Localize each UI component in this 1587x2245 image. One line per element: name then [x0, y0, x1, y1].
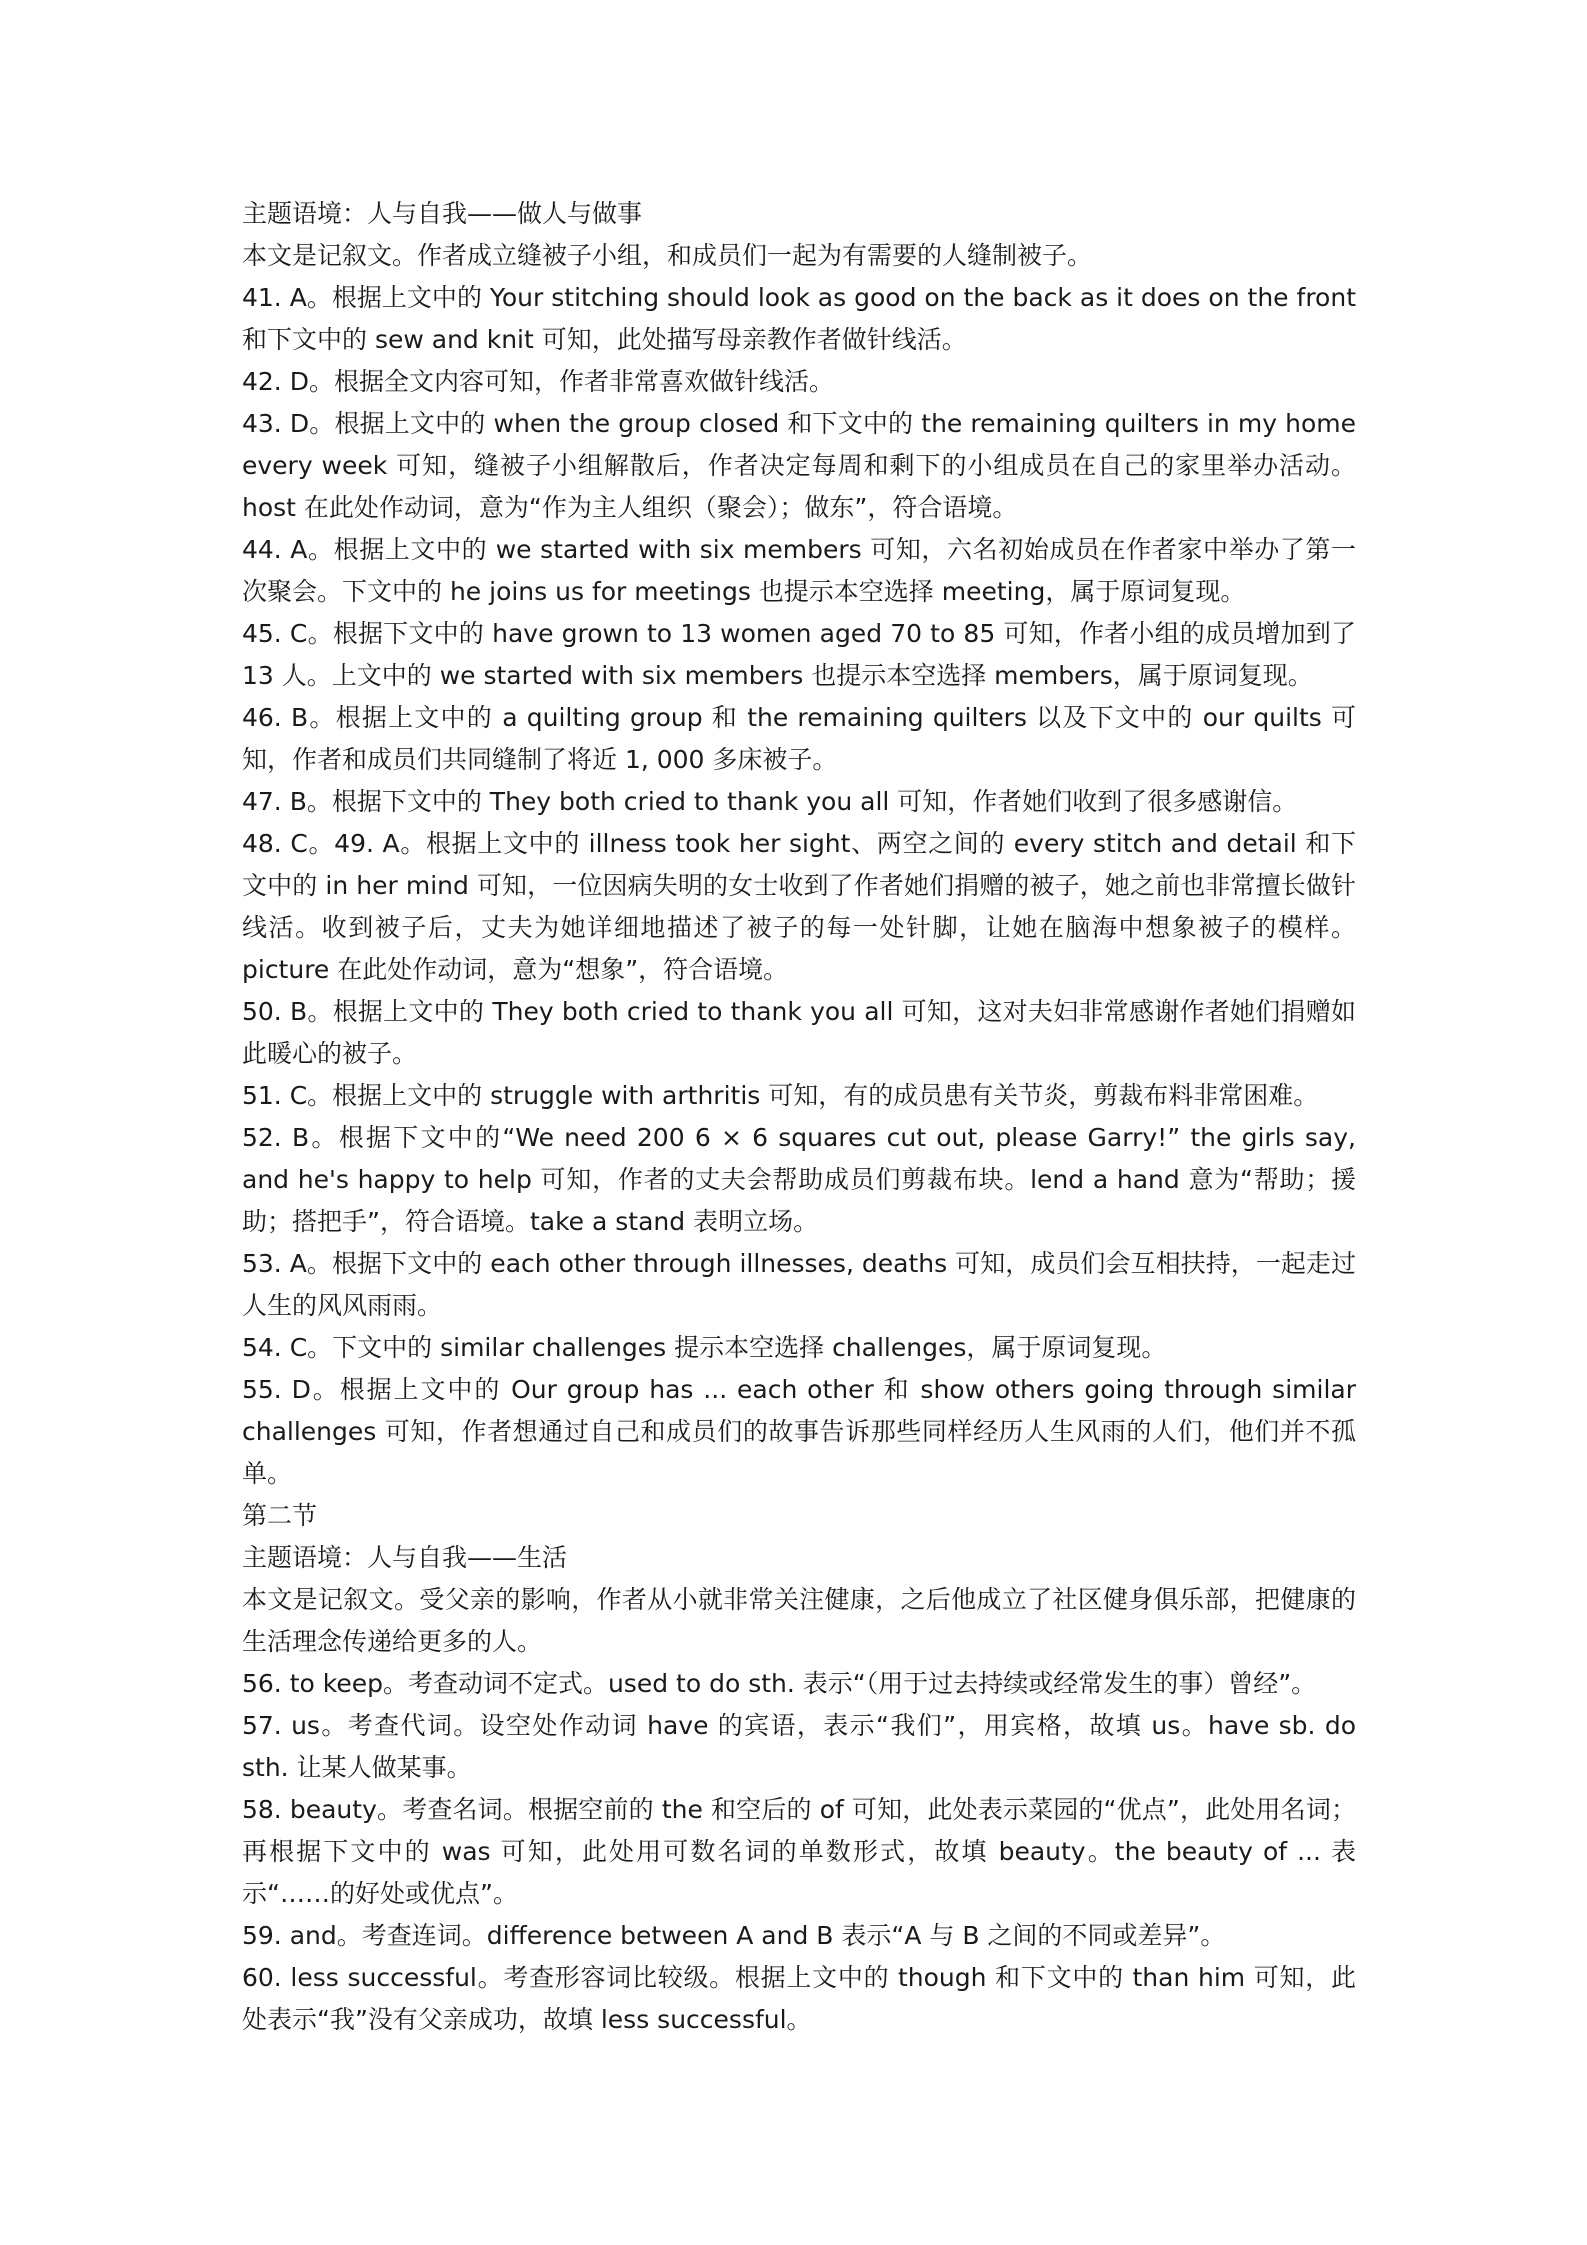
answer-59: 59. and。考查连词。difference between A and B 表示“A 与 B 之间的不同或差异”。	[242, 1921, 1226, 1950]
answer-54: 54. C。下文中的 similar challenges 提示本空选择 challenges，属于原词复现。	[242, 1333, 1167, 1362]
answer-41: 41. A。根据上文中的 Your stitching should look as good on the back as it does on the front 和下文中的 sew and knit 可知，此处描写母亲教作者做针线活。	[242, 283, 1356, 354]
answer-53: 53. A。根据下文中的 each other through illnesses, deaths 可知，成员们会互相扶持，一起走过人生的风风雨雨。	[242, 1249, 1356, 1320]
answer-52: 52. B。根据下文中的“We need 200 6 × 6 squares cut out, please Garry!” the girls say, and he's happy to help 可知，作者的丈夫会帮助成员们剪裁布块。lend a hand 意为“帮助；援助；搭把手”，符合语境。take a stand 表明立场。	[242, 1123, 1356, 1236]
answer-42: 42. D。根据全文内容可知，作者非常喜欢做针线活。	[242, 367, 834, 396]
answer-56: 56. to keep。考查动词不定式。used to do sth. 表示“（用于过去持续或经常发生的事）曾经”。	[242, 1669, 1317, 1698]
answer-44: 44. A。根据上文中的 we started with six members 可知，六名初始成员在作者家中举办了第一次聚会。下文中的 he joins us for meetings 也提示本空选择 meeting，属于原词复现。	[242, 535, 1356, 606]
answer-60: 60. less successful。考查形容词比较级。根据上文中的 though 和下文中的 than him 可知，此处表示“我”没有父亲成功，故填 less successful。	[242, 1963, 1356, 2034]
answer-58: 58. beauty。考查名词。根据空前的 the 和空后的 of 可知，此处表示菜园的“优点”，此处用名词；再根据下文中的 was 可知，此处用可数名词的单数形式，故填 beauty。the beauty of ... 表示“……的好处或优点”。	[242, 1795, 1356, 1908]
answer-explanation-page	[242, 193, 1356, 2041]
passage-summary-2: 本文是记叙文。受父亲的影响，作者从小就非常关注健康，之后他成立了社区健身俱乐部，把健康的生活理念传递给更多的人。	[242, 1585, 1356, 1656]
theme-context-line: 主题语境：人与自我——做人与做事	[242, 199, 643, 228]
answer-55: 55. D。根据上文中的 Our group has ... each other 和 show others going through similar challenges 可知，作者想通过自己和成员们的故事告诉那些同样经历人生风雨的人们，他们并不孤单。	[242, 1375, 1356, 1488]
answer-51: 51. C。根据上文中的 struggle with arthritis 可知，有的成员患有关节炎，剪裁布料非常困难。	[242, 1081, 1319, 1110]
answer-47: 47. B。根据下文中的 They both cried to thank you all 可知，作者她们收到了很多感谢信。	[242, 787, 1298, 816]
section-heading: 第二节	[242, 1501, 318, 1530]
answer-46: 46. B。根据上文中的 a quilting group 和 the remaining quilters 以及下文中的 our quilts 可知，作者和成员们共同缝制了将近 1, 000 多床被子。	[242, 703, 1356, 774]
answer-43: 43. D。根据上文中的 when the group closed 和下文中的 the remaining quilters in my home every week 可知，缝被子小组解散后，作者决定每周和剩下的小组成员在自己的家里举办活动。host 在此处作动词，意为“作为主人组织（聚会）；做东”，符合语境。	[242, 409, 1356, 522]
answer-50: 50. B。根据上文中的 They both cried to thank you all 可知，这对夫妇非常感谢作者她们捐赠如此暖心的被子。	[242, 997, 1356, 1068]
theme-context-line-2: 主题语境：人与自我——生活	[242, 1543, 568, 1572]
answer-57: 57. us。考查代词。设空处作动词 have 的宾语，表示“我们”，用宾格，故填 us。have sb. do sth. 让某人做某事。	[242, 1711, 1356, 1782]
answer-45: 45. C。根据下文中的 have grown to 13 women aged 70 to 85 可知，作者小组的成员增加到了 13 人。上文中的 we started with six members 也提示本空选择 members，属于原词复现。	[242, 619, 1356, 690]
passage-summary: 本文是记叙文。作者成立缝被子小组，和成员们一起为有需要的人缝制被子。	[242, 241, 1093, 270]
answer-48-49: 48. C。49. A。根据上文中的 illness took her sight、两空之间的 every stitch and detail 和下文中的 in her mind 可知，一位因病失明的女士收到了作者她们捐赠的被子，她之前也非常擅长做针线活。收到被子后，丈夫为她详细地描述了被子的每一处针脚，让她在脑海中想象被子的模样。picture 在此处作动词，意为“想象”，符合语境。	[242, 829, 1356, 984]
